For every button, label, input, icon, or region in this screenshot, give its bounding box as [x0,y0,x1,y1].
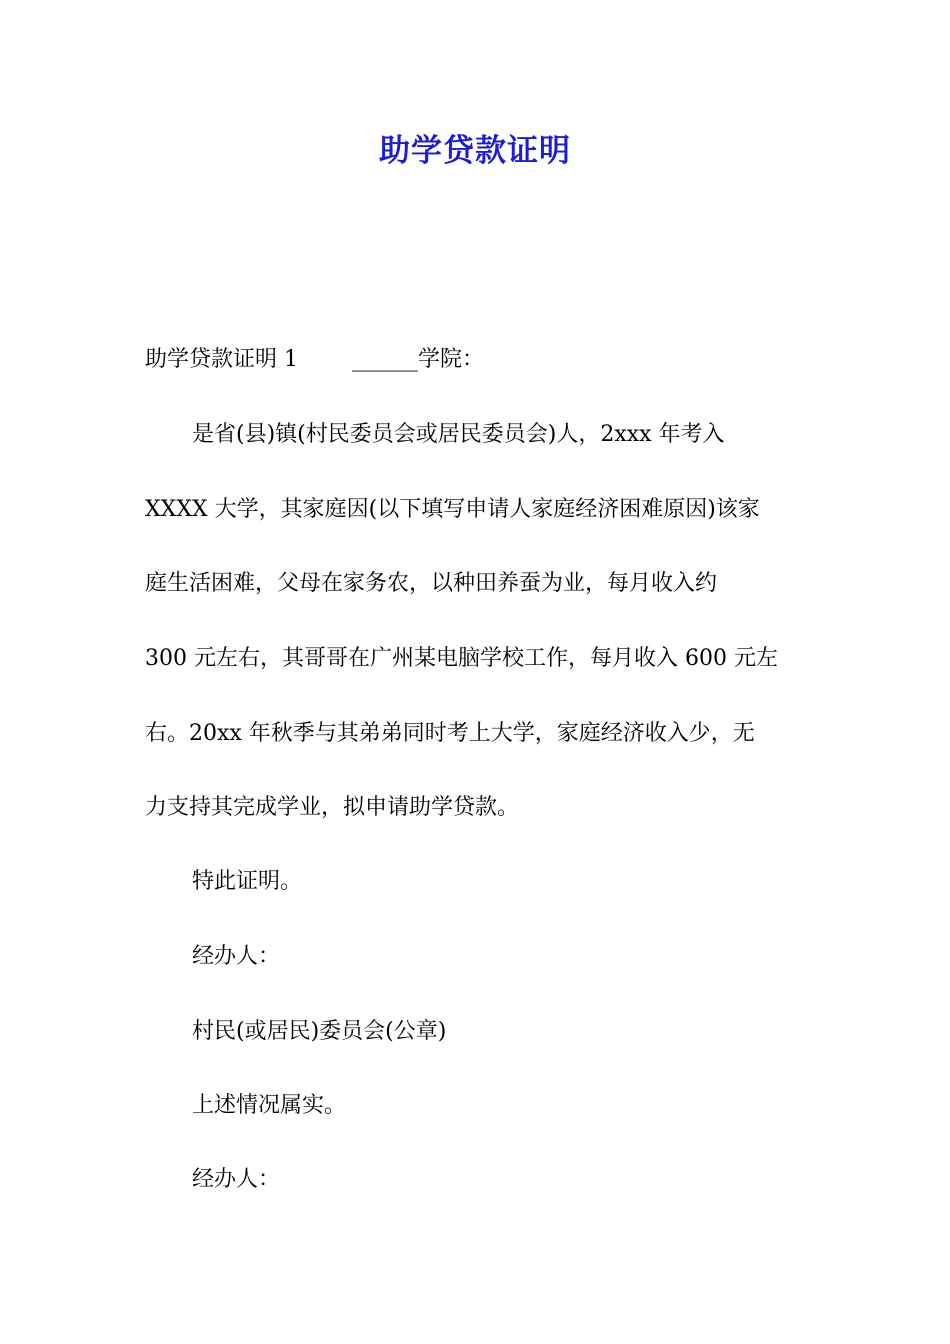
heading-label: 助学贷款证明 1 [145,347,298,372]
paragraph-line: 力支持其完成学业，拟申请助学贷款。 [145,795,520,820]
committee-seal-line: 村民(或居民)委员会(公章) [192,1019,447,1044]
handler-line: 经办人： [192,944,281,969]
closing-line: 特此证明。 [192,869,303,894]
heading-line [145,340,810,380]
verification-line: 上述情况属实。 [192,1093,347,1118]
paragraph-line: 右。20xx 年秋季与其弟弟同时考上大学，家庭经济收入少，无 [145,721,755,746]
handler-line: 经办人： [192,1167,281,1192]
paragraph-line: 是省(县)镇(村民委员会或居民委员会)人，2xxx 年考入 [192,422,725,447]
college-blank: ______学院： [352,347,485,372]
paragraph-line: 庭生活困难，父母在家务农，以种田养蚕为业，每月收入约 [145,571,718,596]
paragraph-line: 300 元左右，其哥哥在广州某电脑学校工作，每月收入 600 元左 [145,646,778,671]
paragraph-line: XXXX 大学，其家庭因(以下填写申请人家庭经济困难原因)该家 [145,497,760,522]
document-title: 助学贷款证明 [379,133,571,169]
